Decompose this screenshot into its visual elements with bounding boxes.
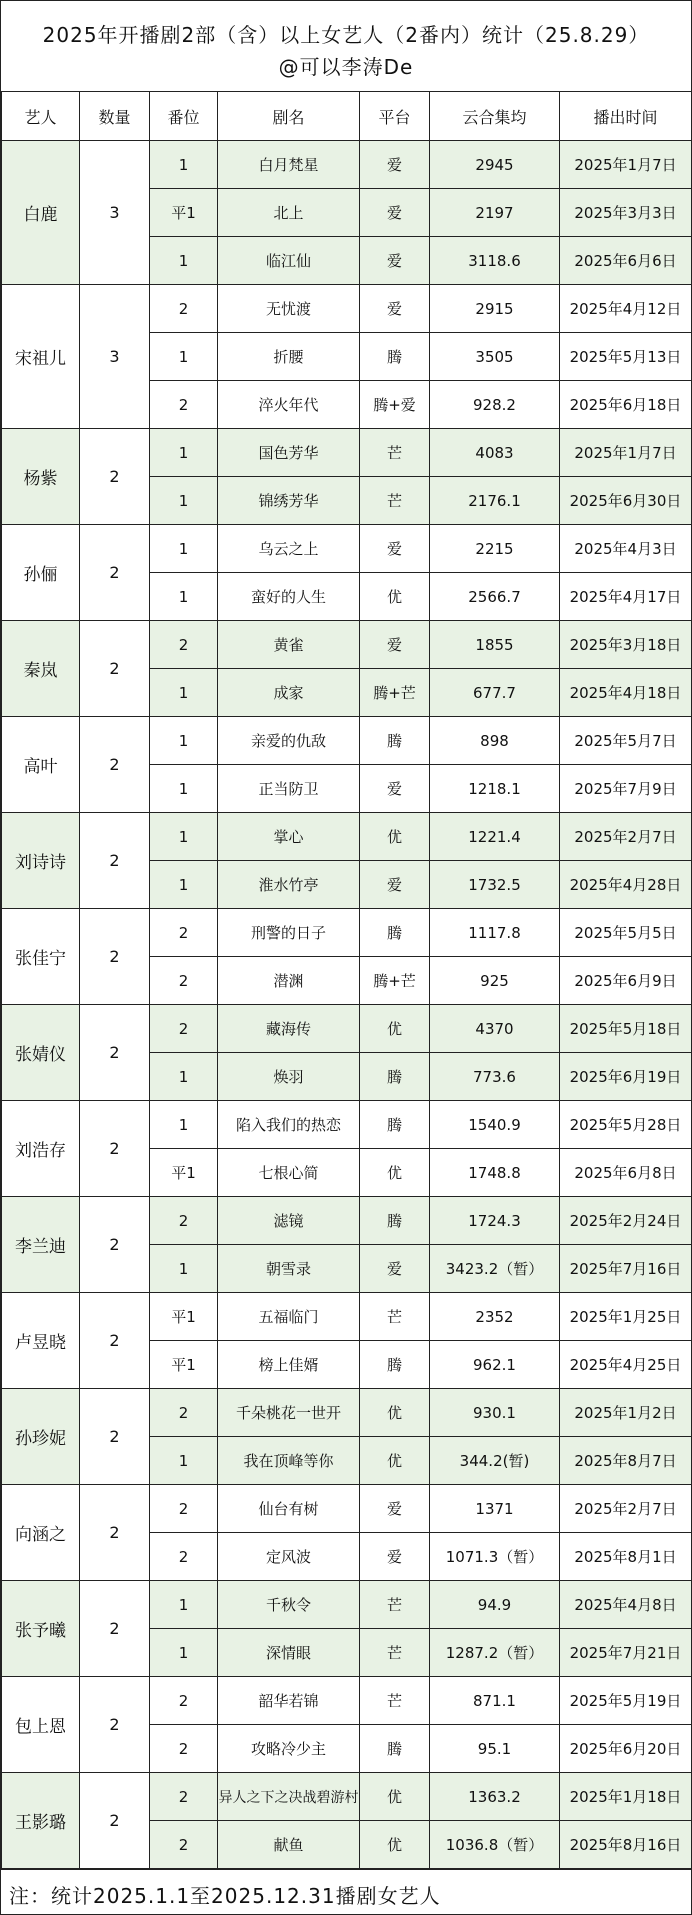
- air-date-cell: 2025年5月19日: [560, 1677, 692, 1725]
- avg-rating-cell: 2915: [430, 285, 560, 333]
- platform-cell: 优: [360, 573, 430, 621]
- drama-title-cell: 黄雀: [218, 621, 360, 669]
- air-date-cell: 2025年7月16日: [560, 1245, 692, 1293]
- platform-cell: 腾+爱: [360, 381, 430, 429]
- air-date-cell: 2025年4月8日: [560, 1581, 692, 1629]
- table-row: [2, 429, 692, 477]
- avg-rating-cell: 1732.5: [430, 861, 560, 909]
- rank-cell: 1: [150, 765, 218, 813]
- air-date-cell: 2025年6月9日: [560, 957, 692, 1005]
- avg-rating-cell: 1036.8（暂）: [430, 1821, 560, 1869]
- rank-cell: 1: [150, 525, 218, 573]
- avg-rating-cell: 677.7: [430, 669, 560, 717]
- rank-cell: 1: [150, 477, 218, 525]
- avg-rating-cell: 1748.8: [430, 1149, 560, 1197]
- drama-title-cell: 朝雪录: [218, 1245, 360, 1293]
- air-date-cell: 2025年1月18日: [560, 1773, 692, 1821]
- count-cell: 2: [80, 1293, 150, 1389]
- rank-cell: 平1: [150, 1293, 218, 1341]
- artist-cell: 秦岚: [2, 621, 80, 717]
- artist-cell: 杨紫: [2, 429, 80, 525]
- drama-title-cell: 成家: [218, 669, 360, 717]
- air-date-cell: 2025年6月18日: [560, 381, 692, 429]
- air-date-cell: 2025年6月6日: [560, 237, 692, 285]
- air-date-cell: 2025年4月3日: [560, 525, 692, 573]
- artist-cell: 刘诗诗: [2, 813, 80, 909]
- rank-cell: 1: [150, 333, 218, 381]
- avg-rating-cell: 1371: [430, 1485, 560, 1533]
- platform-cell: 优: [360, 1821, 430, 1869]
- rank-cell: 平1: [150, 1341, 218, 1389]
- platform-cell: 爱: [360, 765, 430, 813]
- table-row: [2, 525, 692, 573]
- platform-cell: 爱: [360, 141, 430, 189]
- platform-cell: 腾: [360, 909, 430, 957]
- count-cell: 2: [80, 813, 150, 909]
- platform-cell: 爱: [360, 621, 430, 669]
- count-cell: 2: [80, 525, 150, 621]
- platform-cell: 芒: [360, 477, 430, 525]
- avg-rating-cell: 95.1: [430, 1725, 560, 1773]
- drama-title-cell: 深情眼: [218, 1629, 360, 1677]
- avg-rating-cell: 898: [430, 717, 560, 765]
- table-row: [2, 621, 692, 669]
- avg-rating-cell: 2566.7: [430, 573, 560, 621]
- avg-rating-cell: 3505: [430, 333, 560, 381]
- drama-title-cell: 临江仙: [218, 237, 360, 285]
- table-body: [2, 141, 692, 1869]
- air-date-cell: 2025年1月25日: [560, 1293, 692, 1341]
- platform-cell: 爱: [360, 285, 430, 333]
- drama-title-cell: 正当防卫: [218, 765, 360, 813]
- drama-title-cell: 定风波: [218, 1533, 360, 1581]
- drama-title-cell: 攻略冷少主: [218, 1725, 360, 1773]
- avg-rating-cell: 1221.4: [430, 813, 560, 861]
- rank-cell: 2: [150, 285, 218, 333]
- platform-cell: 爱: [360, 1533, 430, 1581]
- avg-rating-cell: 2352: [430, 1293, 560, 1341]
- air-date-cell: 2025年5月7日: [560, 717, 692, 765]
- air-date-cell: 2025年8月7日: [560, 1437, 692, 1485]
- artist-cell: 卢昱晓: [2, 1293, 80, 1389]
- air-date-cell: 2025年2月24日: [560, 1197, 692, 1245]
- rank-cell: 1: [150, 429, 218, 477]
- avg-rating-cell: 2197: [430, 189, 560, 237]
- artist-cell: 向涵之: [2, 1485, 80, 1581]
- platform-cell: 芒: [360, 1629, 430, 1677]
- drama-title-cell: 折腰: [218, 333, 360, 381]
- drama-title-cell: 焕羽: [218, 1053, 360, 1101]
- platform-cell: 腾: [360, 1341, 430, 1389]
- title-block: [1, 1, 691, 92]
- rank-cell: 1: [150, 141, 218, 189]
- platform-cell: 芒: [360, 1677, 430, 1725]
- table-row: [2, 1005, 692, 1053]
- drama-title-cell: 陷入我们的热恋: [218, 1101, 360, 1149]
- artist-cell: 孙俪: [2, 525, 80, 621]
- rank-cell: 1: [150, 1245, 218, 1293]
- avg-rating-cell: 925: [430, 957, 560, 1005]
- rank-cell: 平1: [150, 1149, 218, 1197]
- avg-rating-cell: 773.6: [430, 1053, 560, 1101]
- avg-rating-cell: 1855: [430, 621, 560, 669]
- count-cell: 2: [80, 429, 150, 525]
- platform-cell: 腾+芒: [360, 957, 430, 1005]
- drama-title-cell: 白月梵星: [218, 141, 360, 189]
- artist-cell: 宋祖儿: [2, 285, 80, 429]
- platform-cell: 芒: [360, 429, 430, 477]
- rank-cell: 2: [150, 957, 218, 1005]
- air-date-cell: 2025年6月19日: [560, 1053, 692, 1101]
- avg-rating-cell: 3118.6: [430, 237, 560, 285]
- avg-rating-cell: 871.1: [430, 1677, 560, 1725]
- drama-title-cell: 掌心: [218, 813, 360, 861]
- air-date-cell: 2025年7月21日: [560, 1629, 692, 1677]
- platform-cell: 优: [360, 1389, 430, 1437]
- count-cell: 2: [80, 1677, 150, 1773]
- drama-title-cell: 我在顶峰等你: [218, 1437, 360, 1485]
- platform-cell: 腾: [360, 333, 430, 381]
- drama-title-cell: 滤镜: [218, 1197, 360, 1245]
- count-cell: 2: [80, 621, 150, 717]
- rank-cell: 1: [150, 1101, 218, 1149]
- avg-rating-cell: 1218.1: [430, 765, 560, 813]
- air-date-cell: 2025年4月18日: [560, 669, 692, 717]
- air-date-cell: 2025年4月28日: [560, 861, 692, 909]
- avg-rating-cell: 1071.3（暂）: [430, 1533, 560, 1581]
- platform-cell: 芒: [360, 1581, 430, 1629]
- drama-title-cell: 五福临门: [218, 1293, 360, 1341]
- drama-title-cell: 仙台有树: [218, 1485, 360, 1533]
- artist-cell: 刘浩存: [2, 1101, 80, 1197]
- count-cell: 2: [80, 1389, 150, 1485]
- header-title: 剧名: [218, 92, 360, 141]
- platform-cell: 优: [360, 1437, 430, 1485]
- air-date-cell: 2025年5月13日: [560, 333, 692, 381]
- platform-cell: 爱: [360, 189, 430, 237]
- rank-cell: 1: [150, 717, 218, 765]
- rank-cell: 2: [150, 621, 218, 669]
- rank-cell: 2: [150, 1725, 218, 1773]
- table-row: [2, 1773, 692, 1821]
- table-row: [2, 1293, 692, 1341]
- header-row: [2, 92, 692, 141]
- rank-cell: 2: [150, 909, 218, 957]
- platform-cell: 腾: [360, 717, 430, 765]
- platform-cell: 优: [360, 1149, 430, 1197]
- count-cell: 3: [80, 285, 150, 429]
- air-date-cell: 2025年1月7日: [560, 429, 692, 477]
- drama-title-cell: 榜上佳婿: [218, 1341, 360, 1389]
- table-row: [2, 1389, 692, 1437]
- drama-title-cell: 藏海传: [218, 1005, 360, 1053]
- rank-cell: 2: [150, 381, 218, 429]
- rank-cell: 1: [150, 813, 218, 861]
- drama-title-cell: 千秋令: [218, 1581, 360, 1629]
- avg-rating-cell: 2945: [430, 141, 560, 189]
- rank-cell: 2: [150, 1773, 218, 1821]
- table-row: [2, 717, 692, 765]
- drama-title-cell: 乌云之上: [218, 525, 360, 573]
- platform-cell: 腾: [360, 1053, 430, 1101]
- rank-cell: 2: [150, 1197, 218, 1245]
- drama-title-cell: 淮水竹亭: [218, 861, 360, 909]
- table-row: [2, 909, 692, 957]
- avg-rating-cell: 930.1: [430, 1389, 560, 1437]
- count-cell: 2: [80, 1581, 150, 1677]
- rank-cell: 2: [150, 1533, 218, 1581]
- air-date-cell: 2025年4月25日: [560, 1341, 692, 1389]
- air-date-cell: 2025年5月28日: [560, 1101, 692, 1149]
- rank-cell: 2: [150, 1005, 218, 1053]
- stats-table: [1, 91, 692, 1869]
- avg-rating-cell: 1117.8: [430, 909, 560, 957]
- air-date-cell: 2025年4月12日: [560, 285, 692, 333]
- avg-rating-cell: 1724.3: [430, 1197, 560, 1245]
- avg-rating-cell: 4370: [430, 1005, 560, 1053]
- count-cell: 2: [80, 1485, 150, 1581]
- rank-cell: 2: [150, 1389, 218, 1437]
- air-date-cell: 2025年5月5日: [560, 909, 692, 957]
- count-cell: 2: [80, 1005, 150, 1101]
- artist-cell: 张婧仪: [2, 1005, 80, 1101]
- avg-rating-cell: 2176.1: [430, 477, 560, 525]
- header-artist: 艺人: [2, 92, 80, 141]
- header-avg: 云合集均: [430, 92, 560, 141]
- air-date-cell: 2025年1月2日: [560, 1389, 692, 1437]
- drama-title-cell: 千朵桃花一世开: [218, 1389, 360, 1437]
- platform-cell: 腾: [360, 1101, 430, 1149]
- artist-cell: 王影璐: [2, 1773, 80, 1869]
- rank-cell: 1: [150, 573, 218, 621]
- count-cell: 2: [80, 1773, 150, 1869]
- platform-cell: 爱: [360, 861, 430, 909]
- artist-cell: 白鹿: [2, 141, 80, 285]
- rank-cell: 2: [150, 1485, 218, 1533]
- table-row: [2, 1581, 692, 1629]
- avg-rating-cell: 3423.2（暂）: [430, 1245, 560, 1293]
- platform-cell: 芒: [360, 1293, 430, 1341]
- count-cell: 2: [80, 1197, 150, 1293]
- artist-cell: 包上恩: [2, 1677, 80, 1773]
- avg-rating-cell: 962.1: [430, 1341, 560, 1389]
- artist-cell: 张予曦: [2, 1581, 80, 1677]
- table-row: [2, 1485, 692, 1533]
- drama-title-cell: 刑警的日子: [218, 909, 360, 957]
- drama-title-cell: 北上: [218, 189, 360, 237]
- air-date-cell: 2025年7月9日: [560, 765, 692, 813]
- air-date-cell: 2025年8月1日: [560, 1533, 692, 1581]
- drama-title-cell: 亲爱的仇敌: [218, 717, 360, 765]
- drama-title-cell: 淬火年代: [218, 381, 360, 429]
- page-title: 2025年开播剧2部（含）以上女艺人（2番内）统计（25.8.29）: [42, 23, 650, 47]
- rank-cell: 1: [150, 237, 218, 285]
- air-date-cell: 2025年3月3日: [560, 189, 692, 237]
- avg-rating-cell: 1287.2（暂）: [430, 1629, 560, 1677]
- drama-title-cell: 无忧渡: [218, 285, 360, 333]
- air-date-cell: 2025年1月7日: [560, 141, 692, 189]
- air-date-cell: 2025年6月30日: [560, 477, 692, 525]
- artist-cell: 李兰迪: [2, 1197, 80, 1293]
- count-cell: 3: [80, 141, 150, 285]
- header-platform: 平台: [360, 92, 430, 141]
- rank-cell: 1: [150, 1053, 218, 1101]
- header-date: 播出时间: [560, 92, 692, 141]
- drama-title-cell: 蛮好的人生: [218, 573, 360, 621]
- avg-rating-cell: 1363.2: [430, 1773, 560, 1821]
- table-row: [2, 141, 692, 189]
- artist-cell: 高叶: [2, 717, 80, 813]
- rank-cell: 1: [150, 1581, 218, 1629]
- table-row: [2, 1197, 692, 1245]
- air-date-cell: 2025年5月18日: [560, 1005, 692, 1053]
- drama-title-cell: 献鱼: [218, 1821, 360, 1869]
- table-row: [2, 285, 692, 333]
- rank-cell: 1: [150, 1629, 218, 1677]
- avg-rating-cell: 2215: [430, 525, 560, 573]
- platform-cell: 爱: [360, 237, 430, 285]
- avg-rating-cell: 344.2(暂): [430, 1437, 560, 1485]
- platform-cell: 优: [360, 1005, 430, 1053]
- drama-title-cell: 七根心简: [218, 1149, 360, 1197]
- rank-cell: 2: [150, 1677, 218, 1725]
- platform-cell: 爱: [360, 1485, 430, 1533]
- count-cell: 2: [80, 909, 150, 1005]
- platform-cell: 腾+芒: [360, 669, 430, 717]
- count-cell: 2: [80, 717, 150, 813]
- rank-cell: 1: [150, 669, 218, 717]
- artist-cell: 张佳宁: [2, 909, 80, 1005]
- air-date-cell: 2025年2月7日: [560, 1485, 692, 1533]
- drama-title-cell: 韶华若锦: [218, 1677, 360, 1725]
- artist-cell: 孙珍妮: [2, 1389, 80, 1485]
- table-row: [2, 813, 692, 861]
- count-cell: 2: [80, 1101, 150, 1197]
- table-row: [2, 1101, 692, 1149]
- drama-title-cell: 锦绣芳华: [218, 477, 360, 525]
- footnote-text: 注：统计2025.1.1至2025.12.31播剧女艺人: [9, 1884, 441, 1908]
- air-date-cell: 2025年4月17日: [560, 573, 692, 621]
- avg-rating-cell: 1540.9: [430, 1101, 560, 1149]
- footnote: [1, 1869, 691, 1915]
- avg-rating-cell: 94.9: [430, 1581, 560, 1629]
- air-date-cell: 2025年8月16日: [560, 1821, 692, 1869]
- drama-title-cell: 国色芳华: [218, 429, 360, 477]
- air-date-cell: 2025年3月18日: [560, 621, 692, 669]
- rank-cell: 1: [150, 1437, 218, 1485]
- platform-cell: 优: [360, 813, 430, 861]
- rank-cell: 2: [150, 1821, 218, 1869]
- rank-cell: 平1: [150, 189, 218, 237]
- drama-title-cell: 异人之下之决战碧游村: [218, 1773, 360, 1821]
- author-handle: @可以李涛De: [278, 55, 414, 79]
- table-row: [2, 1677, 692, 1725]
- air-date-cell: 2025年6月8日: [560, 1149, 692, 1197]
- platform-cell: 腾: [360, 1725, 430, 1773]
- platform-cell: 爱: [360, 1245, 430, 1293]
- header-rank: 番位: [150, 92, 218, 141]
- rank-cell: 1: [150, 861, 218, 909]
- drama-title-cell: 潜渊: [218, 957, 360, 1005]
- avg-rating-cell: 4083: [430, 429, 560, 477]
- header-count: 数量: [80, 92, 150, 141]
- platform-cell: 爱: [360, 525, 430, 573]
- air-date-cell: 2025年6月20日: [560, 1725, 692, 1773]
- platform-cell: 腾: [360, 1197, 430, 1245]
- air-date-cell: 2025年2月7日: [560, 813, 692, 861]
- avg-rating-cell: 928.2: [430, 381, 560, 429]
- platform-cell: 优: [360, 1773, 430, 1821]
